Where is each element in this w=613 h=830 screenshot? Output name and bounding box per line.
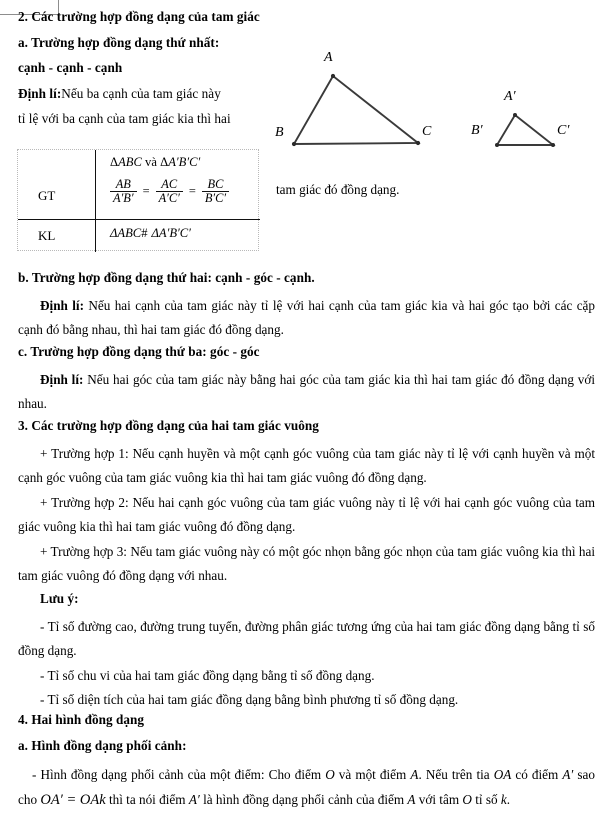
section-2a-heading-line-1: a. Trường hợp đồng dạng thứ nhất: — [18, 35, 220, 50]
label-vertex-a-prime: A′ — [504, 89, 516, 104]
delta-symbol-1: Δ — [110, 155, 119, 169]
fraction-2-numerator: AC — [161, 177, 178, 191]
triangle-a-prime-outline — [497, 115, 553, 145]
formula-oa-prime-equals-oak: OA′ = OAk — [40, 792, 106, 808]
similar-triangles-figure — [270, 40, 613, 170]
triangle-abc-text: ABC — [118, 155, 142, 169]
label-vertex-a: A — [324, 50, 333, 65]
theorem-lead-2c: Định lí: — [40, 372, 84, 387]
section-2c-heading: c. Trường hợp đồng dạng thứ ba: góc - góc — [18, 344, 260, 359]
table-row-divider — [18, 219, 260, 220]
section-4a-body — [18, 762, 595, 813]
section-3-case-2 — [18, 491, 595, 539]
kl-triangle-right: ΔA′B′C′ — [151, 226, 191, 240]
theorem-lead-2a: Định lí: — [18, 86, 62, 101]
section-3-case-1 — [18, 442, 595, 490]
section-2-heading: 2. Các trường hợp đồng dạng của tam giác — [18, 9, 260, 24]
section-3-heading: 3. Các trường hợp đồng dạng của hai tam giác vuông — [18, 418, 319, 433]
section-4-heading: 4. Hai hình đồng dạng — [18, 712, 145, 727]
section-3-case-2-text: + Trường hợp 2: Nếu hai cạnh góc vuông của tam giác vuông này tỉ lệ với hai cạnh góc vuông của tam giác vuông kia thì hai tam giác vuông đó đồng dạng. — [18, 495, 595, 535]
note-item-2-text: - Tỉ số chu vi của hai tam giác đồng dạng bằng tỉ số đồng dạng. — [40, 668, 375, 683]
fraction-bc-over-b-prime-c-prime — [202, 178, 229, 206]
note-item-1-text: - Tỉ số đường cao, đường trung tuyến, đường phân giác tương ứng của hai tam giác đồng dạng bằng tỉ số đồng dạng. — [18, 619, 595, 659]
fraction-3-denominator: B′C′ — [202, 191, 229, 205]
fraction-ab-over-a-prime-b-prime — [110, 178, 137, 206]
gt-proportion-chain — [110, 178, 229, 206]
s4a-text-5: sao cho — [18, 767, 595, 807]
delta-symbol-2: Δ — [160, 155, 169, 169]
label-vertex-c: C — [422, 124, 432, 139]
s4a-text-6: thì ta nói điểm — [105, 792, 189, 807]
section-2a-theorem-line-1 — [18, 87, 221, 100]
gt-triangles-statement — [110, 155, 200, 170]
point-o-2: O — [462, 792, 472, 807]
label-vertex-c-prime: C′ — [557, 123, 570, 138]
section-4a-heading: a. Hình đồng dạng phối cảnh: — [18, 738, 187, 753]
section-3-case-3-text: + Trường hợp 3: Nếu tam giác vuông này có một góc nhọn bằng góc nhọn của tam giác vuông kia thì hai tam giác vuông đó đồng dạng với nhau. — [18, 544, 595, 584]
section-3-case-1-text: + Trường hợp 1: Nếu cạnh huyền và một cạnh góc vuông của tam giác này tỉ lệ với cạnh huyền và một cạnh góc vuông của tam giác vuông kia thì hai tam giác vuông đó đồng dạng. — [18, 446, 595, 486]
triangle-abc-outline — [294, 76, 418, 144]
ray-oa: OA — [493, 767, 512, 782]
fraction-1-denominator: A′B′ — [110, 191, 137, 205]
section-2a-theorem-tail: tam giác đó đồng dạng. — [276, 182, 400, 197]
section-3-case-3 — [18, 540, 595, 588]
theorem-lead-2b: Định lí: — [40, 298, 84, 313]
triangle-a-prime-text: A′B′C′ — [168, 155, 201, 169]
note-heading: Lưu ý: — [40, 591, 79, 606]
s4a-text-10: . — [506, 792, 511, 807]
note-item-3-text: - Tỉ số diện tích của hai tam giác đồng dạng bằng bình phương tỉ số đồng dạng. — [40, 692, 459, 707]
point-a-1: A — [410, 767, 419, 782]
similarity-symbol: # — [141, 226, 148, 240]
vertex-c-prime-dot — [551, 143, 555, 147]
s4a-text-9: tỉ số — [471, 792, 501, 807]
section-2c-theorem — [18, 368, 595, 416]
triangles-svg — [270, 40, 613, 170]
theorem-text-2c: Nếu hai góc của tam giác này bằng hai góc của tam giác kia thì hai tam giác đó đồng dạng với nhau. — [18, 372, 596, 412]
table-cell-kl-label: KL — [38, 228, 56, 243]
vertex-b-dot — [292, 142, 296, 146]
label-vertex-b: B — [275, 125, 284, 140]
fraction-2-denominator: A′C′ — [156, 191, 183, 205]
section-2b-theorem — [18, 294, 595, 342]
vertex-a-dot — [331, 74, 335, 78]
section-2a-heading-line-2: cạnh - cạnh - cạnh — [18, 60, 123, 75]
point-o-1: O — [325, 767, 335, 782]
s4a-text-4: có điểm — [511, 767, 563, 782]
table-cell-gt-label: GT — [38, 188, 56, 203]
fraction-1-numerator: AB — [115, 177, 131, 191]
ratio-k: k — [500, 792, 507, 807]
fraction-ac-over-a-prime-c-prime — [156, 178, 183, 206]
s4a-text-8: với tâm — [415, 792, 463, 807]
fraction-3-numerator: BC — [207, 177, 224, 191]
theorem-text-2b: Nếu hai cạnh của tam giác này tỉ lệ với hai cạnh của tam giác kia và hai góc tạo bởi các cặp cạnh đó bằng nhau, thì hai tam giác đó đồng dạng. — [18, 298, 595, 338]
note-item-3 — [18, 688, 595, 712]
point-a-prime-1: A′ — [562, 767, 574, 782]
section-2a-theorem-line-2: tỉ lệ với ba cạnh của tam giác kia thì hai — [18, 111, 231, 126]
s4a-text-7: là hình đồng dạng phối cảnh của điểm — [199, 792, 408, 807]
equals-sign-2: = — [188, 184, 196, 199]
equals-sign-1: = — [142, 184, 150, 199]
table-column-divider — [95, 150, 96, 252]
theorem-text-2a-line1: Nếu ba cạnh của tam giác này — [61, 86, 221, 101]
point-a-prime-2: A′ — [188, 792, 200, 807]
s4a-text-3: . Nếu trên tia — [418, 767, 494, 782]
gt-kl-table — [17, 149, 259, 251]
label-vertex-b-prime: B′ — [471, 123, 483, 138]
conjunction-va: và — [141, 155, 161, 169]
point-a-2: A — [407, 792, 416, 807]
note-item-1 — [18, 615, 595, 663]
s4a-text-1: - Hình đồng dạng phối cảnh của một điểm: Cho điểm — [32, 767, 326, 782]
kl-conclusion-statement — [110, 226, 191, 241]
kl-triangle-left: ΔABC — [110, 226, 142, 240]
section-2b-heading: b. Trường hợp đồng dạng thứ hai: cạnh - góc - cạnh. — [18, 270, 315, 285]
vertex-b-prime-dot — [495, 143, 499, 147]
s4a-text-2: và một điểm — [334, 767, 411, 782]
vertex-a-prime-dot — [513, 113, 517, 117]
note-item-2 — [18, 664, 595, 688]
vertex-c-dot — [416, 141, 420, 145]
